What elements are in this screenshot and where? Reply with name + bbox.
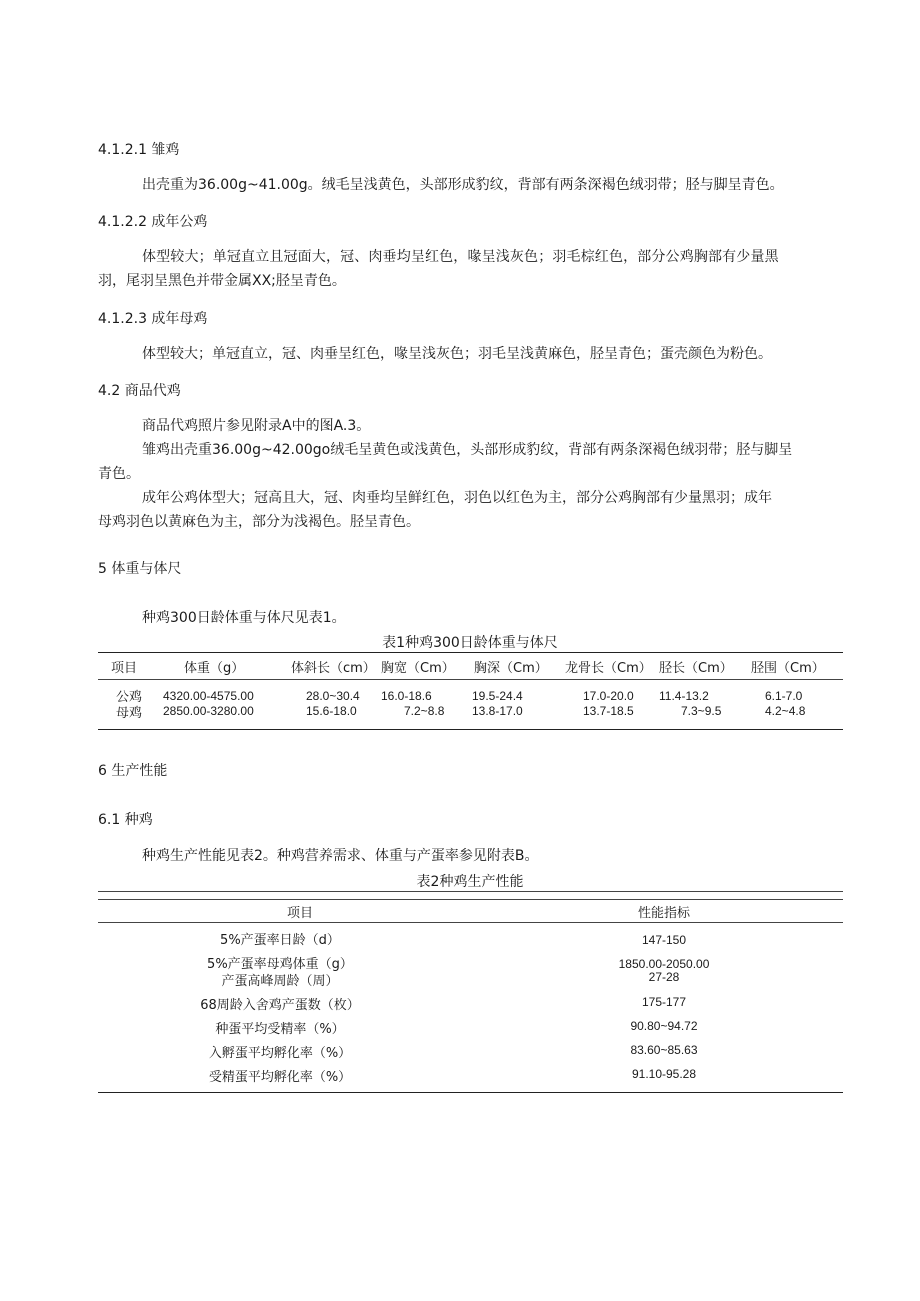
table1-cell-category: 母鸡 xyxy=(116,706,143,721)
table2-cell-item: 受精蛋平均孵化率（%） xyxy=(208,1070,352,1085)
table2-cell-value: 147-150 xyxy=(641,933,687,947)
table1-cell: 2850.00-3280.00 xyxy=(163,704,254,718)
table2-top-rule-1 xyxy=(98,891,843,892)
heading-6-1: 6.1 种鸡 xyxy=(98,812,153,828)
table2-top-rule-2 xyxy=(98,899,843,900)
table2-cell-item: 68周龄入舍鸡产蛋数（枚） xyxy=(200,998,360,1013)
table2-header-item: 项目 xyxy=(286,906,313,921)
table2-bottom-rule xyxy=(98,1092,843,1093)
table1-cell: 16.0-18.6 xyxy=(381,689,432,703)
table1-cell: 17.0-20.0 xyxy=(583,689,634,703)
table2-header-indicator: 性能指标 xyxy=(637,906,690,921)
table2-cell-item: 5%产蛋率日龄（d） xyxy=(220,933,340,948)
table1-cell: 7.2~8.8 xyxy=(404,704,445,718)
table1-caption: 表1种鸡300日龄体重与体尺 xyxy=(382,635,558,651)
table2-cell-item: 5%产蛋率母鸡体重（g） xyxy=(207,957,353,972)
table2-cell-value: 90.80~94.72 xyxy=(630,1019,698,1033)
table2-cell-value: 27-28 xyxy=(648,970,680,984)
table1-cell: 11.4-13.2 xyxy=(659,689,709,703)
table1-cell: 7.3~9.5 xyxy=(681,704,722,718)
table1-header-weight: 体重（g） xyxy=(184,661,245,676)
heading-6: 6 生产性能 xyxy=(98,763,168,779)
heading-4-1-2-1: 4.1.2.1 雏鸡 xyxy=(98,142,180,158)
heading-4-1-2-2: 4.1.2.2 成年公鸡 xyxy=(98,214,208,230)
table1-header-shank-length: 胫长（Cm） xyxy=(659,661,733,676)
heading-4-1-2-3: 4.1.2.3 成年母鸡 xyxy=(98,311,208,327)
table1-cell: 4.2~4.8 xyxy=(765,704,806,718)
paragraph-chick: 出壳重为36.00g~41.00g。绒毛呈浅黄色，头部形成豹纹，背部有两条深褐色绒羽带；胫与脚呈青色。 xyxy=(142,177,784,193)
table1-header-body-length: 体斜长（cm） xyxy=(291,661,376,676)
paragraph-adult-rooster-line2: 羽，尾羽呈黑色并带金属XX;胫呈青色。 xyxy=(98,273,346,289)
table1-cell: 4320.00-4575.00 xyxy=(163,689,254,703)
table2-cell-value: 91.10-95.28 xyxy=(631,1067,697,1081)
table1-header-rule xyxy=(98,679,843,680)
table1-header-chest-width: 胸宽（Cm） xyxy=(381,661,455,676)
table2-header-rule xyxy=(98,922,843,923)
paragraph-table1-ref: 种鸡300日龄体重与体尺见表1。 xyxy=(142,610,346,626)
table2-cell-value: 175-177 xyxy=(641,995,687,1009)
table1-cell: 13.8-17.0 xyxy=(472,704,523,718)
paragraph-adult-rooster-line1: 体型较大；单冠直立且冠面大，冠、肉垂均呈红色，喙呈浅灰色；羽毛棕红色，部分公鸡胸部有少量黑 xyxy=(142,249,779,265)
table1-cell: 6.1-7.0 xyxy=(765,689,803,703)
paragraph-commercial-adult-line2: 母鸡羽色以黄麻色为主，部分为浅褐色。胫呈青色。 xyxy=(98,514,420,530)
paragraph-commercial-chick-line1: 雏鸡出壳重36.00g~42.00go绒毛呈黄色或浅黄色，头部形成豹纹，背部有两条深褐色绒羽带；胫与脚呈 xyxy=(142,442,793,458)
table2-cell-value: 83.60~85.63 xyxy=(630,1043,698,1057)
table1-cell: 19.5-24.4 xyxy=(472,689,523,703)
heading-5: 5 体重与体尺 xyxy=(98,561,182,577)
table1-cell: 15.6-18.0 xyxy=(306,704,357,718)
paragraph-commercial-chick-line2: 青色。 xyxy=(98,466,140,482)
table1-cell: 13.7-18.5 xyxy=(583,704,634,718)
table1-top-rule xyxy=(98,652,843,653)
table2-caption: 表2种鸡生产性能 xyxy=(416,874,524,890)
table1-header-shank-girth: 胫围（Cm） xyxy=(751,661,825,676)
paragraph-commercial-adult-line1: 成年公鸡体型大；冠高且大，冠、肉垂均呈鲜红色，羽色以红色为主，部分公鸡胸部有少量黑羽；成年 xyxy=(142,490,772,506)
paragraph-table2-ref: 种鸡生产性能见表2。种鸡营养需求、体重与产蛋率参见附表B。 xyxy=(142,848,539,864)
paragraph-commercial-photo: 商品代鸡照片参见附录A中的图A.3。 xyxy=(142,418,371,434)
table1-header-chest-depth: 胸深（Cm） xyxy=(474,661,548,676)
heading-4-2: 4.2 商品代鸡 xyxy=(98,383,181,399)
table1-header-keel-length: 龙骨长（Cm） xyxy=(565,661,652,676)
table1-cell-category: 公鸡 xyxy=(116,690,143,705)
table1-header-item: 项目 xyxy=(111,661,138,676)
table2-cell-item: 入孵蛋平均孵化率（%） xyxy=(208,1046,352,1061)
paragraph-adult-hen: 体型较大；单冠直立，冠、肉垂呈红色，喙呈浅灰色；羽毛呈浅黄麻色，胫呈青色；蛋壳颜色为粉色。 xyxy=(142,346,772,362)
table1-bottom-rule xyxy=(98,729,843,730)
table1-cell: 28.0~30.4 xyxy=(306,689,360,703)
table2-cell-value: 1850.00-2050.00 xyxy=(618,957,710,971)
table2-cell-item: 种蛋平均受精率（%） xyxy=(215,1022,345,1037)
table2-cell-item: 产蛋高峰周龄（周） xyxy=(221,974,339,989)
